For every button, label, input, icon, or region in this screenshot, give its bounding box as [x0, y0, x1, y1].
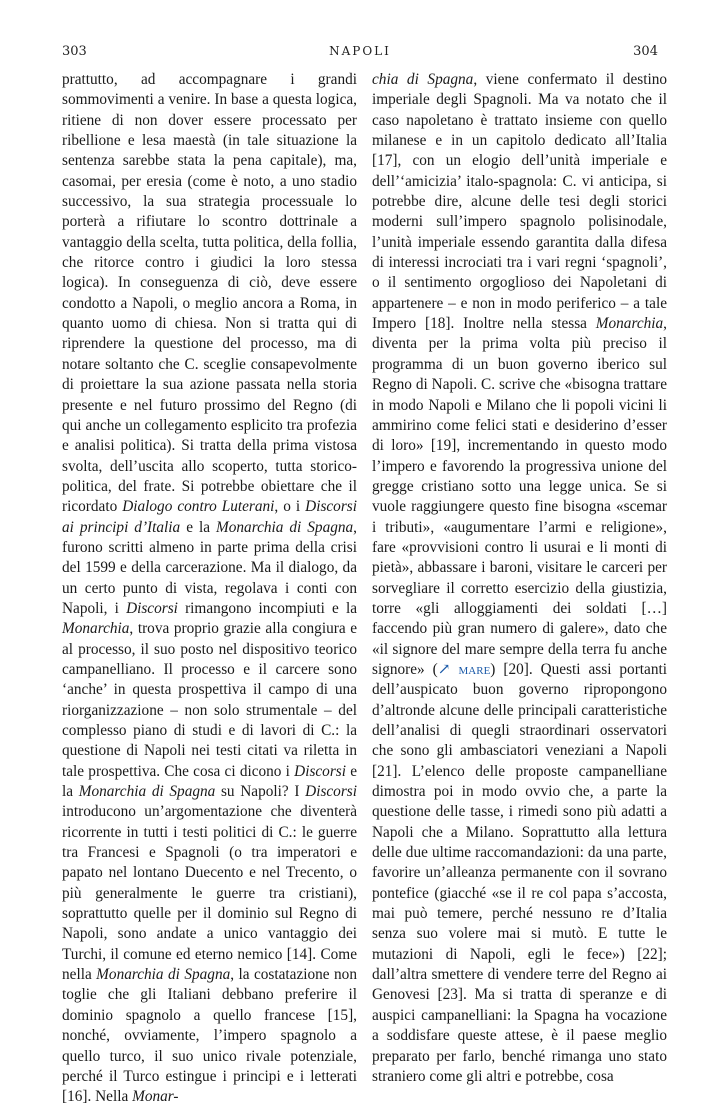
italic-title: Discorsi — [126, 599, 178, 617]
cross-reference-link[interactable]: ↗ mare — [437, 660, 491, 678]
left-column — [62, 70, 357, 1108]
left-column-text — [62, 70, 357, 1108]
text-run: , furono scritti almeno in parte prima della crisi del 1599 e della carcerazione. Ma il dialogo, da un certo punto di vista, regolava i conti con Napoli, i — [62, 518, 357, 617]
text-run: , o i — [274, 498, 306, 516]
italic-title: chia di Spagna — [372, 71, 474, 88]
text-run: rimangono incompiuti e la — [177, 599, 357, 617]
text-run: e la — [180, 518, 216, 536]
text-run: , trova proprio grazie alla congiura e al processo, il suo posto nel dispositivo teorico campanelliano. Il processo e il carcere sono ‘anche’ in questa prospettiva il campo di una riorganizzazione – non solo strumentale – del complesso piano di studi e di lavori di C.: la questione di Napoli nei testi citati va riletta in tale prospettiva. Che cosa ci dicono i — [62, 620, 357, 780]
right-column — [372, 70, 667, 1087]
italic-title: Monarchia di Spagna — [96, 966, 231, 984]
text-run: e la — [62, 762, 357, 801]
text-run: ) [20]. Questi assi portanti dell’auspicato buon governo ripropongono d’altronde alcune delle principali caratteristiche dell’analisi di quegli straordinari osservatori che sono gli ambasciatori veneziani a Napoli [21]. L’elenco delle proposte campanelliane dimostra poi in modo ovvio che, a parte la questione delle tasse, i rimedi sono più adatti a Napoli che a Milano. Soprattutto alla lettura delle due ultime raccomandazioni: da una parte, favorire un’alleanza permanente con il sovrano pontefice (giacché «se il re col papa s’accosta, mai può temere, perché nessuno re d’Italia senza suo volere mai si mutò. E tutte le mutazioni di Napoli, egli le fece») [22]; dall’altra smettere di vendere terre del Regno ai Genovesi [23]. Ma si tratta di speranze e di auspici campanelliani: la Spagna ha vocazione a soddisfare queste attese, è il paese meglio preparato per farlo, benché rimanga uno stato straniero come gli altri e potrebbe, cosa — [372, 660, 667, 1085]
italic-title: Monarchia di Spagna — [78, 783, 216, 801]
italic-title: Discorsi — [294, 762, 346, 780]
running-title: NAPOLI — [329, 44, 391, 58]
italic-title: Discorsi ai principi d’Italia — [62, 498, 357, 536]
text-run: prattutto, ad accompagnare i grandi sommovimenti a venire. In base a questa logica, ritiene di non dover essere processato per ribellione e lesa maestà (in tale situazione la sentenza sarebbe stata la pena capitale), ma, casomai, per eresia (come è noto, a uno stadio successivo, la sua strategia processuale lo porterà a rifiutare lo scontro dottrinale a vantaggio della scelta, tutta politica, della follia, che ritorce contro i giudici la loro stessa logica). In conseguenza di ciò, deve essere condotto a Napoli, o meglio ancora a Roma, in quanto uomo di chiesa. Non si tratta qui di riprendere la questione del processo, ma di notare soltanto che C. sceglie consapevolmente di proiettare la sua azione passata nella storia presente e nel futuro prossimo del Regno (di qui anche un collegamento esplicito tra profezia e analisi politica). Si tratta della prima vistosa svolta, dell’uscita allo scoperto, tutta storico-politica, del frate. Si potrebbe obiettare che il ricordato — [62, 71, 357, 516]
page-number-right: 304 — [633, 44, 658, 59]
italic-title: Monar- — [132, 1088, 179, 1106]
italic-title: Dialogo contro Luterani — [122, 498, 275, 516]
italic-title: Monarchia — [62, 620, 130, 638]
italic-title: Monarchia — [595, 315, 664, 333]
text-run: introducono un’argomentazione che diventerà ricorrente in tutti i testi politici di C.: le guerre tra Francesi e Spagnoli (o tra imperatori e papato nel lontano Duecento e nel Trecento, o più generalmente le guerre tra cristiani), soprattutto quelle per il dominio sul Regno di Napoli, sono andate a unico vantaggio dei Turchi, il comune ed eterno nemico [14]. Come nella — [62, 803, 357, 984]
text-run: , diventa per la prima volta più preciso il programma di un buon governo iberico sul Regno di Napoli. C. scrive che «bisogna trattare in modo Napoli e Milano che li popoli vicini li ammirino come felici stati e desiderino d’esser di loro» [19], incrementando in questo modo l’impero e favorendo la progressiva unione del gregge cristiano sotto una legge unica. Se si vuole raggiungere questo fine bisogna «scemar i tributi», «augumentare l’armi e religione», fare «provvisioni contro li usurai e li monti di pietà», abbassare i baroni, visitare le carceri per sorvegliare il corretto esercizio della giustizia, torre «gli alloggiamenti dei soldati […] faccendo più gran numero di galere», dato che «il signore del mare sempre della terra fu anche signore» ( — [372, 315, 667, 678]
text-run: , viene confermato il destino imperiale degli Spagnoli. Ma va notato che il caso napoletano è trattato insieme con quello milanese e in un capitolo dedicato all’Italia [17], con un elogio dell’unità imperiale e dell’‘amicizia’ italo-spagnola: C. vi anticipa, si potrebbe dire, alcune delle tesi degli storici moderni sull’impero spagnolo polisinodale, l’unità imperiale essendo garantita dalla difesa di interessi incrociati tra i vari regni ‘spagnoli’, o il sentimento orgoglioso dei Napoletani di appartenere – e non in modo periferico – a tale Impero [18]. Inoltre nella stessa — [372, 71, 667, 333]
italic-title: Discorsi — [305, 783, 357, 801]
right-column-text — [372, 70, 667, 1087]
running-header — [62, 44, 658, 59]
text-run: su Napoli? I — [215, 783, 306, 801]
page-number-left: 303 — [62, 44, 87, 59]
italic-title: Monarchia di Spagna — [216, 518, 354, 536]
text-run: , la costatazione non toglie che gli Italiani debbano preferire il dominio spagnolo a quello francese [15], nonché, ovviamente, l’impero spagnolo a quello turco, il suo unico rivale potenziale, perché il Turco estingue i principi e i letterati [16]. Nella — [62, 966, 357, 1106]
